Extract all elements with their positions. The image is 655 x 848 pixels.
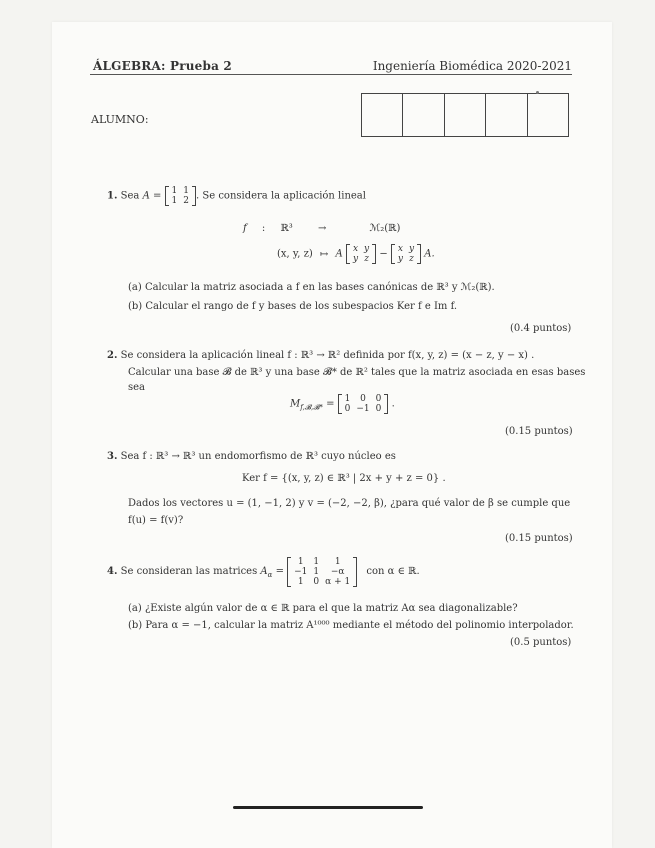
kernel-definition: Ker f = {(x, y, z) ∈ ℝ³ | 2x + y + z = 0} .	[242, 473, 446, 484]
problem-2-line2: Calcular una base 𝓑 de ℝ³ y una base 𝓑* de ℝ² tales que la matriz asociada en esas bases	[128, 367, 586, 378]
id-box[interactable]	[362, 94, 403, 136]
matrix-xyz-2: x y y z	[391, 244, 421, 264]
id-box[interactable]	[403, 94, 444, 136]
id-box[interactable]	[528, 94, 568, 136]
problem-4-part-b: (b) Para α = −1, calcular la matriz A¹⁰⁰⁰ mediante el método del polinomio interpolador.	[128, 620, 574, 631]
problem-1-points: (0.4 puntos)	[510, 323, 572, 334]
matrix-M: 1 0 0 0 −1 0	[338, 394, 389, 414]
id-box[interactable]	[486, 94, 527, 136]
student-label: ALUMNO:	[91, 113, 149, 126]
matrix-xyz-1: x y y z	[346, 244, 376, 264]
problem-3-line2: Dados los vectores u = (1, −1, 2) y v = (−2, −2, β), ¿para qué valor de β se cumple que	[128, 498, 571, 509]
course-title: ÁLGEBRA: Prueba 2	[93, 59, 232, 73]
problem-2-line1: 2. Se considera la aplicación lineal f : ℝ³ → ℝ² definida por f(x, y, z) = (x − z, y − x) .	[107, 350, 535, 361]
problem-3-points: (0.15 puntos)	[505, 533, 573, 544]
degree-year: Ingeniería Biomédica 2020-2021	[372, 59, 572, 73]
ink-mark	[536, 91, 539, 94]
problem-4-intro: 4. Se consideran las matrices $A_\alpha$ = 1 1 1 −1 1 −α 1 0 α + 1 con α ∈ ℝ.	[107, 556, 420, 587]
problem-3-line1: 3. Sea f : ℝ³ → ℝ³ un endomorfismo de ℝ³ cuyo núcleo es	[107, 451, 396, 462]
matrix-A-alpha: 1 1 1 −1 1 −α 1 0 α + 1	[287, 557, 357, 587]
problem-2-matrix: $M_{f,𝓑,𝓑*}$ = 1 0 0 0 −1 0 .	[290, 394, 395, 414]
id-box[interactable]	[445, 94, 486, 136]
map-definition-line2: (x, y, z) ↦ A x y y z − x y y z A.	[277, 244, 435, 264]
map-definition-line1: f : ℝ³ → ℳ₂(ℝ)	[243, 223, 401, 234]
matrix-A: 1 1 1 2	[165, 186, 196, 206]
scan-edge-bar	[233, 806, 423, 809]
problem-2-points: (0.15 puntos)	[505, 426, 573, 437]
problem-4-part-a: (a) ¿Existe algún valor de α ∈ ℝ para el que la matriz Aα sea diagonalizable?	[128, 603, 518, 614]
problem-1-intro: 1. Sea A = 1 1 1 2 . Se considera la aplicación lineal	[107, 186, 366, 206]
problem-4-points: (0.5 puntos)	[510, 637, 572, 648]
problem-2-line3: sea	[128, 382, 146, 393]
problem-1-part-a: (a) Calcular la matriz asociada a f en las bases canónicas de ℝ³ y ℳ₂(ℝ).	[128, 282, 495, 293]
header-rule	[90, 74, 572, 75]
problem-3-line3: f(u) = f(v)?	[128, 515, 184, 526]
problem-1-part-b: (b) Calcular el rango de f y bases de los subespacios Ker f e Im f.	[128, 301, 458, 312]
student-id-boxes[interactable]	[361, 93, 569, 137]
